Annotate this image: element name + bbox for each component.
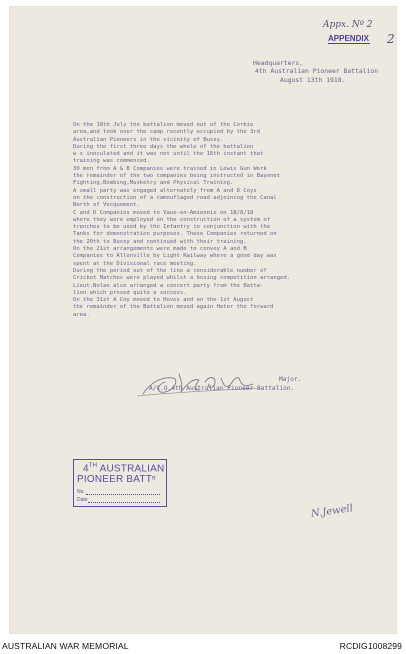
stamp-date-label: Date — [77, 497, 88, 503]
body-line: Companies to Allonville by Light Railway where a good day was — [73, 253, 277, 260]
body-line: Australian Pioneers in the vicinity of Bussy. — [73, 136, 224, 143]
body-line: w s inoculated and it was not until the 16th instant that — [73, 151, 264, 158]
body-line: On the 18th July the battalion moved out of the Corbie — [73, 122, 254, 128]
letter-header — [252, 59, 392, 84]
header-line-2: 4th Australian Pioneer Battalion — [255, 67, 379, 76]
body-line: the remainder of the two companies being instructed in Bayonet — [73, 173, 281, 180]
document-page — [9, 6, 397, 634]
body-line: During the period out of the line a considerable number of — [73, 267, 267, 274]
body-line: On the 31st A Coy moved to Hoves and on the 1st August — [73, 297, 254, 304]
body-line: spent at the Divisional race meeting. — [73, 260, 197, 267]
handwritten-initials: N.Jewell — [310, 503, 354, 520]
appendix-number: 2 — [387, 32, 395, 46]
archive-credit: AUSTRALIAN WAR MEMORIAL — [2, 641, 129, 651]
body-line: training was commenced. — [73, 158, 150, 165]
body-line: area,and took over the camp recently occupied by the 3rd — [73, 129, 261, 136]
signature-unit: A/C.O.4th Australian Pioneer Battalion. — [149, 385, 295, 392]
body-line: During the first three days the whole of the battalion — [73, 143, 254, 150]
body-line: Fighting,Bombing,Musketry and Physical Training. — [73, 180, 234, 187]
stamp-date-rule — [88, 502, 160, 503]
body-line: Cricket Matches were played whilst a boxing competition arranged. — [73, 275, 291, 282]
body-line: 30 men from A & B Companies were trained in Lewis Gun Work — [73, 165, 267, 172]
header-line-3: August 13th 1918. — [280, 75, 346, 84]
battalion-stamp — [73, 459, 167, 507]
body-line: A small party was engaged alternately from A and D Coys — [73, 187, 257, 194]
stamp-line-1: 4TH AUSTRALIAN — [83, 463, 165, 475]
stamp-line-2: PIONEER BATTⁿ — [77, 474, 156, 485]
body-line: area. — [73, 311, 90, 318]
appendix-handwritten-note: Appx. Nº 2 — [323, 20, 373, 30]
body-line: Lieut.Nolan also arranged a concert party from the Batta- — [73, 282, 264, 289]
body-line: North of Vecquemont. — [73, 202, 140, 209]
stamp-no-rule — [86, 494, 160, 495]
body-line: the remainder of the Battalion moved again Hetor the forward — [73, 304, 274, 311]
body-line: On the 21st arrangements were made to convey A and B — [73, 246, 247, 253]
body-line: trenches to be used by the Infantry in conjunction with the — [73, 224, 271, 231]
body-line: the 20th to Bussy and continued with their training. — [73, 238, 247, 245]
body-line: C and D Companies moved to Vaux-en-Amienois on 18/8/18 — [73, 209, 254, 216]
signature-rank: Major. — [279, 376, 302, 383]
appendix-stamp: APPENDIX — [328, 34, 369, 43]
body-line: on the construction of a camouflaged road adjoining the Canal — [73, 194, 277, 201]
body-line: where they were employed on the construction of a system of — [73, 216, 271, 223]
handwritten-signature — [135, 364, 265, 398]
body-line: Tanks for demonstration purposes. These Companies returned on — [73, 231, 277, 238]
archive-reference: RCDIG1008299 — [339, 641, 402, 651]
body-line: lion which proved quite a success. — [73, 289, 187, 296]
header-line-1: Headquarters, — [253, 59, 304, 67]
report-body — [73, 122, 373, 319]
stamp-no-label: No. — [77, 489, 85, 495]
